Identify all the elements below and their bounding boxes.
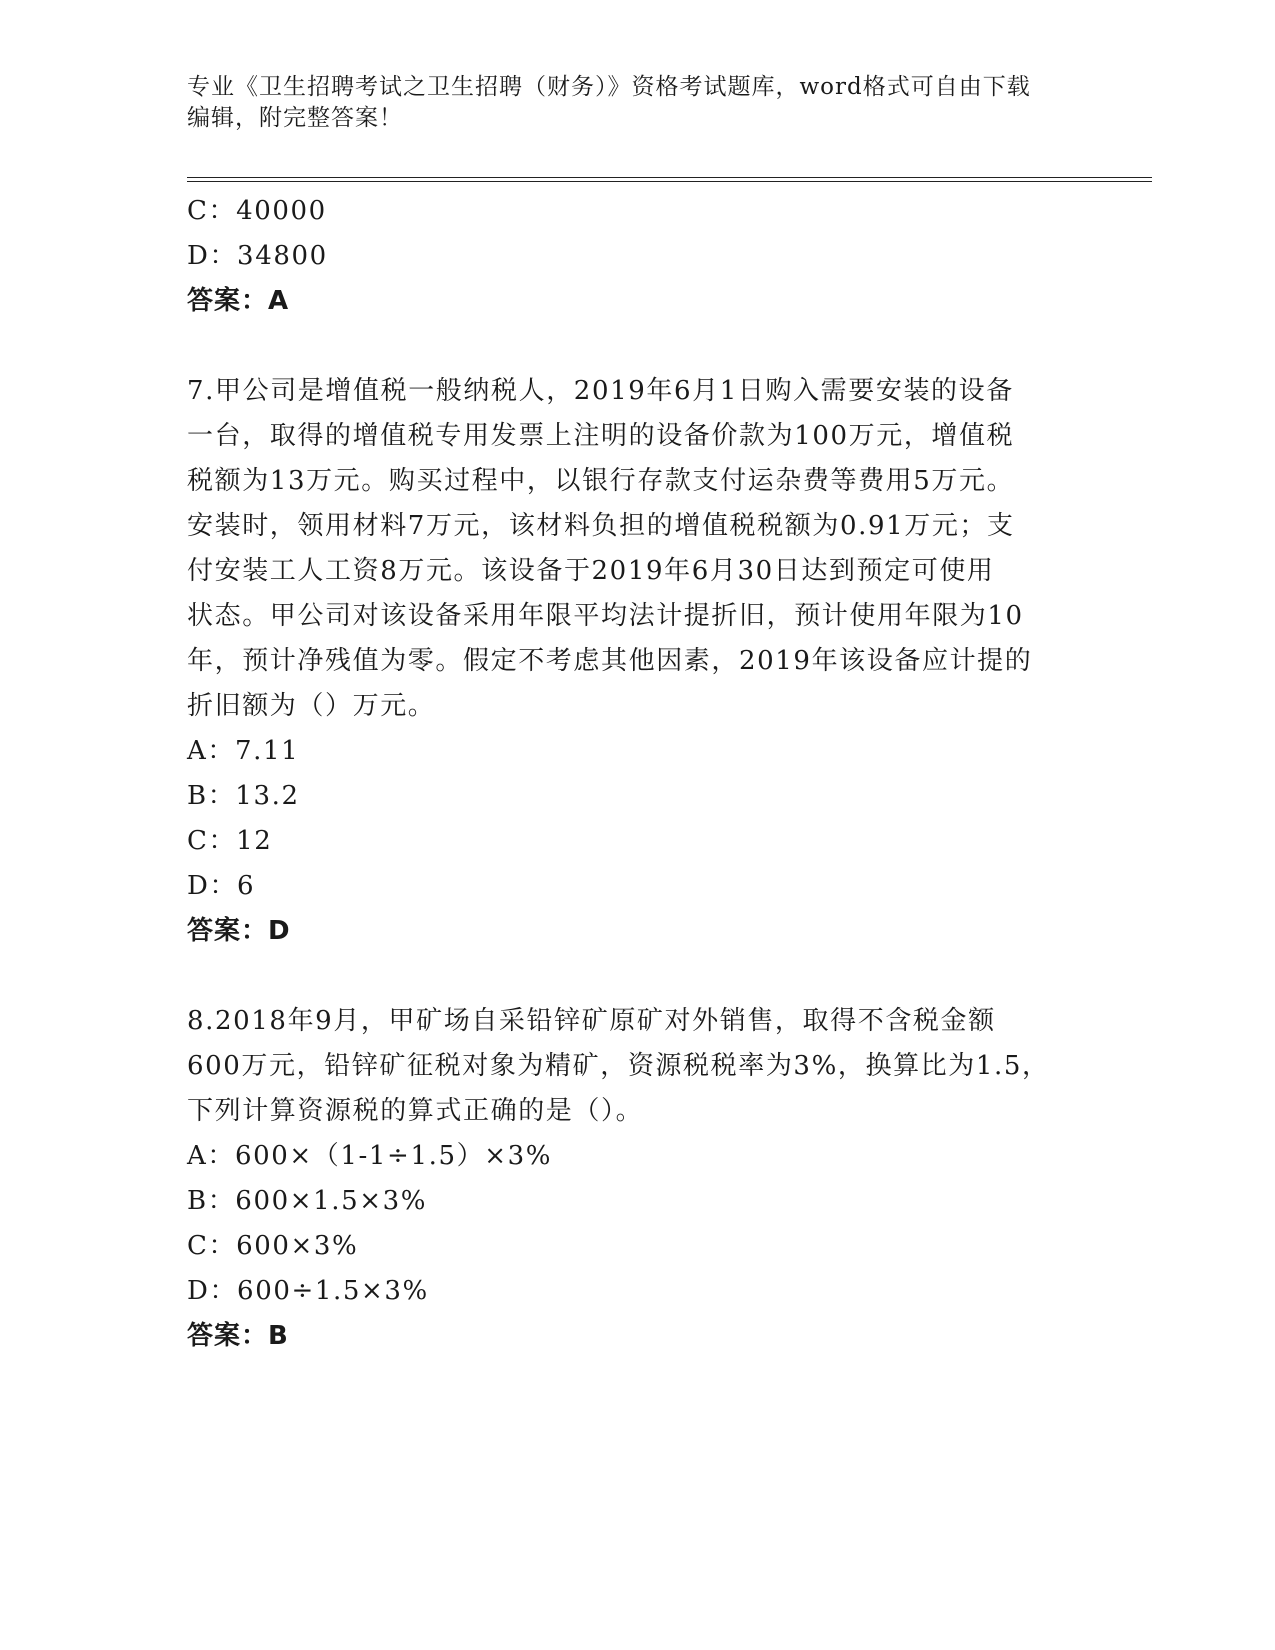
prev-answer: 答案：A [187,286,290,316]
q8-stem-line: 600万元，铅锌矿征税对象为精矿，资源税税率为3%，换算比为1.5， [187,1051,1050,1081]
q8-option-a: A：600×（1-1÷1.5）×3% [187,1141,553,1171]
q7-stem-line: 安装时，领用材料7万元，该材料负担的增值税税额为0.91万元；支 [187,511,1015,541]
q7-stem-line: 状态。甲公司对该设备采用年限平均法计提折旧，预计使用年限为10 [187,601,1024,631]
prev-option-c: C：40000 [187,196,327,226]
q7-option-c: C：12 [187,826,273,856]
prev-option-d: D：34800 [187,241,328,271]
q8-stem-line: 8.2018年9月，甲矿场自采铅锌矿原矿对外销售，取得不含税金额 [187,1006,996,1036]
q8-option-b: B：600×1.5×3% [187,1186,428,1216]
q7-stem-line: 付安装工人工资8万元。该设备于2019年6月30日达到预定可使用 [187,556,995,586]
q7-answer: 答案：D [187,916,291,946]
q7-stem-line: 折旧额为（）万元。 [187,691,436,721]
header-line-1: 专业《卫生招聘考试之卫生招聘（财务）》资格考试题库，word格式可自由下载 [187,74,1031,100]
document-header [187,72,1087,134]
q7-option-b: B：13.2 [187,781,300,811]
q7-stem-line: 一台，取得的增值税专用发票上注明的设备价款为100万元，增值税 [187,421,1015,451]
header-divider-bottom [187,181,1152,182]
q7-stem-line: 年，预计净残值为零。假定不考虑其他因素，2019年该设备应计提的 [187,646,1033,676]
q8-answer: 答案：B [187,1321,289,1351]
q8-option-c: C：600×3% [187,1231,359,1261]
q7-option-a: A：7.11 [187,736,300,766]
q7-option-d: D：6 [187,871,256,901]
q7-stem-line: 税额为13万元。购买过程中，以银行存款支付运杂费等费用5万元。 [187,466,1015,496]
header-line-2: 编辑，附完整答案！ [187,105,403,131]
header-divider-top [187,177,1152,178]
q8-option-d: D：600÷1.5×3% [187,1276,429,1306]
q8-stem-line: 下列计算资源税的算式正确的是（）。 [187,1096,644,1126]
q7-stem-line: 7.甲公司是增值税一般纳税人，2019年6月1日购入需要安装的设备 [187,376,1014,406]
